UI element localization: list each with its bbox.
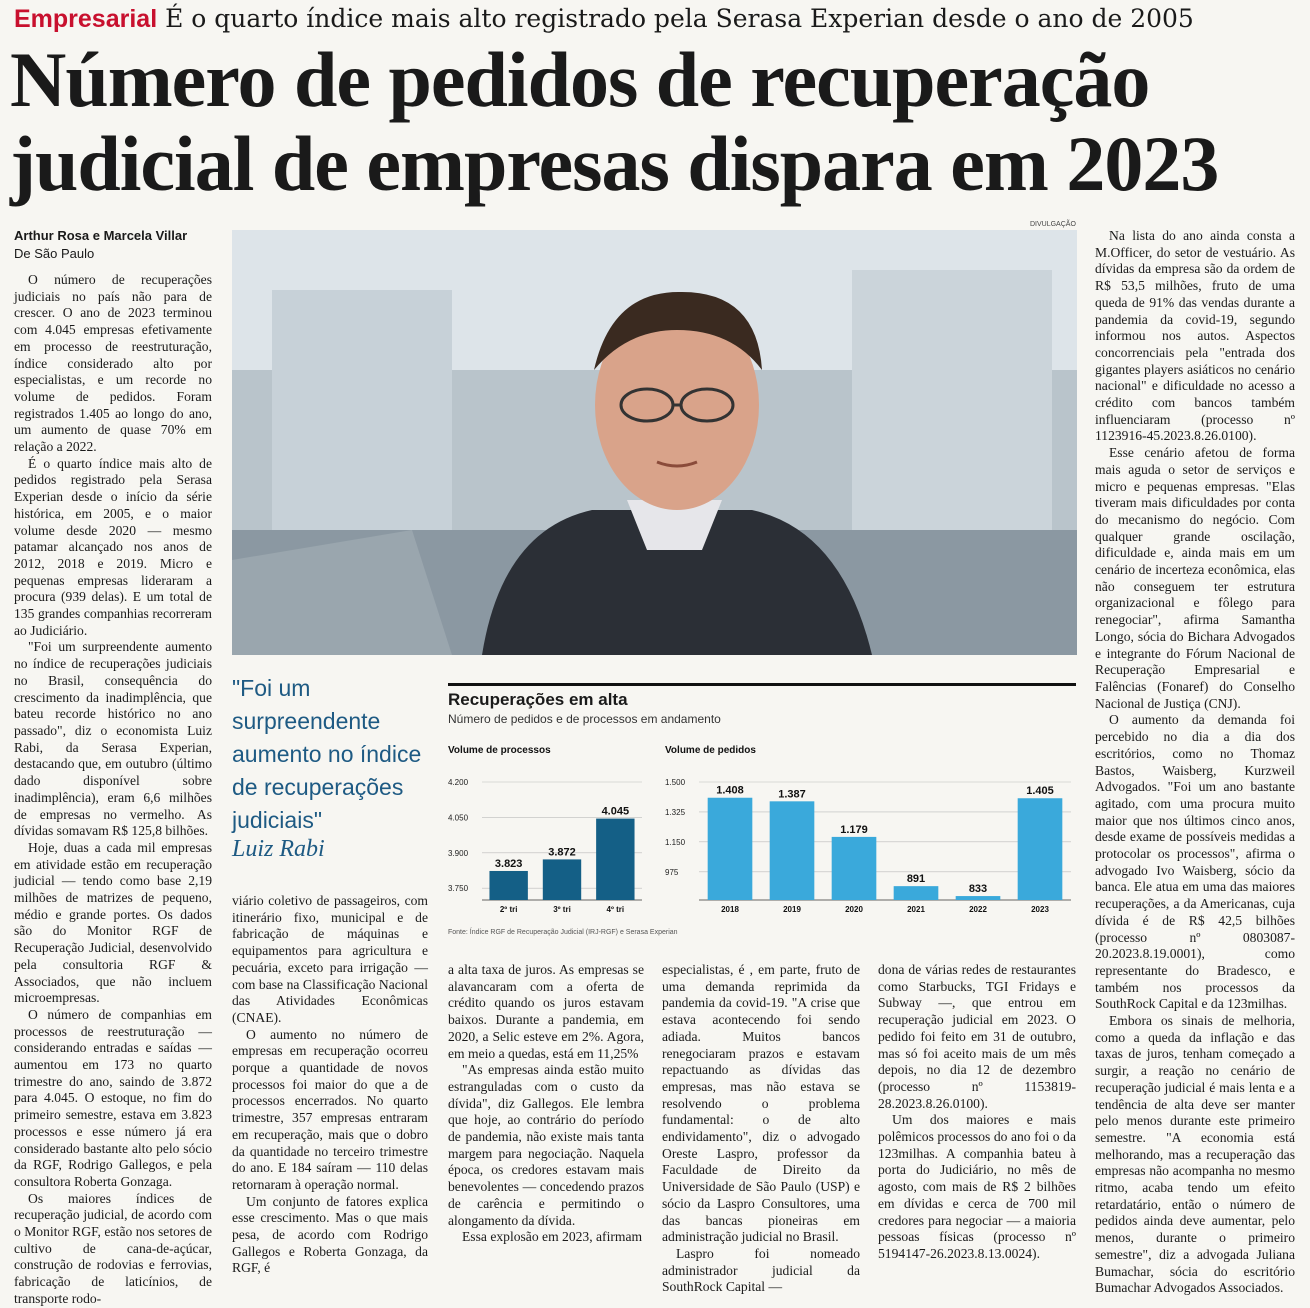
- chart-volume-pedidos: [665, 740, 1077, 920]
- kicker: [14, 4, 1194, 34]
- chart-volume-processos: [448, 740, 648, 920]
- bar: [489, 871, 527, 900]
- paragraph: Um conjunto de fatores explica esse crescimento. Mas o que mais pesa, de acordo com Rodrigo Gallegos e Roberta Gonzaga, da RGF, é: [232, 1193, 428, 1276]
- article-column-2: [232, 893, 428, 1277]
- category-label: 2023: [1031, 905, 1049, 914]
- paragraph: O aumento da demanda foi percebido no dia a dia dos escritórios, como no Thomaz Bastos, Waisberg, Kurzweil Advogados. "Foi um ano bastante agitado, com uma procura muito maior que nos últimos cinco anos, desde exame de possíveis medidas a protocolar os processos", afirma o advogado Ivo Waisberg, sócio da banca. Ele atua em uma das maiores recuperações, a da Americanas, cuja dívida é de R$ 42,5 bilhões (processo nº 0803087-20.2023.8.19.0001), como representante do Bradesco, e também nos processos da SouthRock Capital e da 123milhas.: [1095, 712, 1295, 1012]
- pull-quote: "Foi um surpreendente aumento no índice de recuperações judiciais": [232, 675, 422, 833]
- paragraph: Esse cenário afetou de forma mais aguda o setor de serviços e micro e pequenas empresas. "Elas tiveram mais dificuldades por conta do mecanismo do negócio. Com qualquer grande oscilação, dificuldade e, ainda mais em um cenário de incerteza econômica, elas não conseguem ter estrutura organizacional e fôlego para renegociar", afirma Samantha Longo, sócia do Bichara Advogados e integrante do Fórum Nacional de Recuperação Empresarial e Falências (Fonaref) do Conselho Nacional de Justiça (CNJ).: [1095, 445, 1295, 711]
- paragraph: É o quarto índice mais alto de pedidos registrado pela Serasa Experian desde o início da série histórica, em 2005, e o maior volume desde 2020 — mesmo patamar alcançado nos anos de 2012, 2018 e 2019. Micro e pequenas empresas lideraram a procura (939 delas). E um total de 135 grandes companhias recorreram ao Judiciário.: [14, 455, 212, 638]
- bar: [708, 798, 753, 900]
- category-label: 2021: [907, 905, 925, 914]
- portrait-illustration: [232, 230, 1077, 655]
- chart-title: Recuperações em alta: [448, 690, 628, 709]
- paragraph: Hoje, duas a cada mil empresas em atividade estão em recuperação judicial — tendo como base 2,19 milhões de matrizes de pequeno, médio e grande portes. Os dados são do Monitor RGF de Recuperação Judicial, desenvolvido pela consultoria RGF & Associados, que não incluem microempresas.: [14, 839, 212, 1006]
- y-tick-label: 1.150: [665, 837, 686, 847]
- bar: [956, 896, 1001, 900]
- pull-quote-author: Luiz Rabi: [232, 836, 325, 862]
- category-label: 2022: [969, 905, 987, 914]
- paragraph: "As empresas ainda estão muito estranguladas com o custo da dívida", diz Gallegos. Ele lembra que hoje, ao contrário do período de pandemia, não existe mais tanta margem para negociação. Naquela época, os credores estavam mais benevolentes — concedendo prazos de carência e permitindo o alongamento da dívida.: [448, 1062, 644, 1228]
- bar-value-label: 1.179: [840, 823, 868, 836]
- byline-location: De São Paulo: [14, 246, 95, 261]
- y-tick-label: 975: [665, 867, 679, 877]
- article-column-5: [878, 962, 1076, 1263]
- paragraph: Os maiores índices de recuperação judicial, de acordo com o Monitor RGF, estão nos setores de cultivo de cana-de-açúcar, construção de rodovias e ferrovias, fabricação de laticínios, de transporte rodo-: [14, 1190, 212, 1306]
- bar-value-label: 3.872: [548, 846, 576, 859]
- paragraph: Embora os sinais de melhoria, como a queda da inflação e das taxas de juros, tenham começado a surgir, a reação no cenário de recuperação judicial é mais lenta e a tendência de alta deve ser manter pelo menos durante este primeiro semestre. "A economia está melhorando, mas a recuperação das empresas não acompanha no mesmo ritmo, acaba tendo um efeito retardatário, então o número de pedidos ainda deve aumentar, pelo menos, durante o primeiro semestre", diz a advogada Juliana Bumachar, sócia do escritório Bumachar Advogados Associados.: [1095, 1013, 1295, 1296]
- panel-title: Volume de processos: [448, 745, 551, 756]
- paragraph: Laspro foi nomeado administrador judicial da SouthRock Capital —: [662, 1245, 860, 1295]
- y-tick-label: 1.325: [665, 807, 686, 817]
- paragraph: especialistas, é , em parte, fruto de uma demanda reprimida da pandemia da covid-19. "A crise que estava acontecendo foi sendo adiada. Muitos bancos renegociaram prazos e estavam repactuando as dívidas das empresas, mas não estava se resolvendo o problema fundamental: o de alto endividamento", diz o advogado Oreste Laspro, professor da Faculdade de Direito da Universidade de São Paulo (USP) e sócio da Laspro Consultores, uma das bancas pioneiras em administração judicial no Brasil.: [662, 962, 860, 1245]
- bar-value-label: 3.823: [494, 857, 523, 870]
- bar: [596, 819, 634, 900]
- y-tick-label: 4.050: [448, 813, 469, 823]
- bar-value-label: 891: [906, 873, 926, 886]
- bar: [543, 859, 581, 900]
- paragraph: O número de companhias em processos de reestruturação — considerando entradas e saídas — aumentou em 173 no quarto trimestre do ano, saindo de 3.872 para 4.045. O estoque, no fim do primeiro semestre, estava em 3.823 processos e esse número já era considerado bastante alto pelo sócio da RGF, Rodrigo Gallegos, e pela consultora Roberta Gonzaga.: [14, 1006, 212, 1189]
- section-label: Empresarial: [14, 5, 158, 33]
- y-tick-label: 3.900: [448, 848, 469, 858]
- portrait-photo: [232, 230, 1077, 655]
- y-tick-label: 1.500: [665, 778, 686, 787]
- paragraph: "Foi um surpreendente aumento no índice de recuperações judiciais no Brasil, consequência do crescimento da inadimplência, que bateu recorde histórico no ano passado", diz o economista Luiz Rabi, da Serasa Experian, destacando que, em outubro (último dado disponível sobre inadimplência), eram 6,6 milhões de empresas no vermelho. As dívidas somavam R$ 125,8 bilhões.: [14, 639, 212, 839]
- category-label: 2º tri: [499, 905, 518, 914]
- category-label: 4º tri: [606, 905, 625, 914]
- headline: Número de pedidos de recuperação judicial de empresas dispara em 2023: [10, 36, 1219, 207]
- bar: [1018, 798, 1063, 900]
- chart-subtitle: Número de pedidos e de processos em andamento: [448, 712, 721, 726]
- bar-value-label: 1.387: [778, 788, 806, 801]
- article-column-1: [14, 272, 212, 1308]
- bar-value-label: 1.405: [1026, 785, 1054, 798]
- panel-title: Volume de pedidos: [665, 745, 756, 756]
- paragraph: Um dos maiores e mais polêmicos processos do ano foi o da 123milhas. A companhia bateu à porta do Judiciário, no mês de agosto, com mais de R$ 2 bilhões em dívidas e cerca de 700 mil credores para negociar — a maioria pessoas físicas (processo nº 5194147-26.2023.8.13.0024).: [878, 1112, 1076, 1261]
- chart-top-rule: [448, 683, 1076, 687]
- bar: [832, 837, 877, 900]
- y-tick-label: 4.200: [448, 778, 469, 787]
- bar-value-label: 833: [968, 883, 988, 896]
- paragraph: viário coletivo de passageiros, com itinerário fixo, municipal e de fabricação de máquinas e equipamentos para agricultura e pecuária, exceto para irrigação — com base na Classificação Nacional das Atividades Econômicas (CNAE).: [232, 893, 428, 1025]
- category-label: 2019: [783, 905, 801, 914]
- bar-value-label: 1.408: [716, 784, 744, 797]
- category-label: 2018: [721, 905, 739, 914]
- paragraph: O aumento no número de empresas em recuperação ocorreu porque a quantidade de novos processos foi maior do que a de processos encerrados. No quarto trimestre, 357 empresas entraram em recuperação, mais que o dobro da quantidade no terceiro trimestre do ano. E 184 saíram — 110 delas retornaram à operação normal.: [232, 1026, 428, 1192]
- article-column-6: [1095, 228, 1295, 1297]
- paragraph: dona de várias redes de restaurantes como Starbucks, TGI Fridays e Subway —, que entrou em recuperação judicial em 2023. O pedido foi feito em 31 de outubro, mas só foi aceito mais de um mês depois, no dia 12 de dezembro (processo nº 1153819-28.2023.8.26.0100).: [878, 962, 1076, 1111]
- photo-credit: DIVULGAÇÃO: [1030, 221, 1076, 228]
- paragraph: a alta taxa de juros. As empresas se alavancaram com a oferta de crédito quando os juros estavam baixos. Durante a pandemia, em 2020, a Selic esteve em 2%. Agora, em meio a quedas, está em 11,25%: [448, 962, 644, 1061]
- category-label: 2020: [845, 905, 863, 914]
- paragraph: Essa explosão em 2023, afirmam: [462, 1229, 643, 1245]
- bar-value-label: 4.045: [601, 805, 630, 818]
- bar: [894, 886, 939, 900]
- article-column-3: [448, 962, 644, 1246]
- paragraph: Na lista do ano ainda consta a M.Officer, do setor de vestuário. As dívidas da empresa são da ordem de R$ 53,5 milhões, fruto de uma queda de 91% das vendas durante a pandemia da covid-19, segundo informou nos autos. Aspectos concorrenciais pela "entrada dos gigantes players asiáticos no cenário nacional" e dificuldade no acesso a crédito com bancos também influenciaram (processo nº 1123916-45.2023.8.26.0100).: [1095, 228, 1295, 444]
- byline-authors: Arthur Rosa e Marcela Villar: [14, 228, 188, 243]
- bar: [770, 801, 815, 900]
- chart-source: Fonte: Índice RGF de Recuperação Judicial (IRJ-RGF) e Serasa Experian: [448, 929, 678, 936]
- category-label: 3º tri: [553, 905, 571, 914]
- y-tick-label: 3.750: [448, 884, 469, 894]
- paragraph: O número de recuperações judiciais no país não para de crescer. O ano de 2023 terminou com 4.045 empresas efetivamente em processo de reestruturação, índice considerado alto por especialistas, e um recorde no volume de pedidos. Foram registrados 1.405 ao longo do ano, um aumento de quase 70% em relação a 2022.: [14, 272, 212, 455]
- kicker-text: É o quarto índice mais alto registrado pela Serasa Experian desde o ano de 2005: [165, 4, 1194, 33]
- article-column-4: [662, 962, 860, 1296]
